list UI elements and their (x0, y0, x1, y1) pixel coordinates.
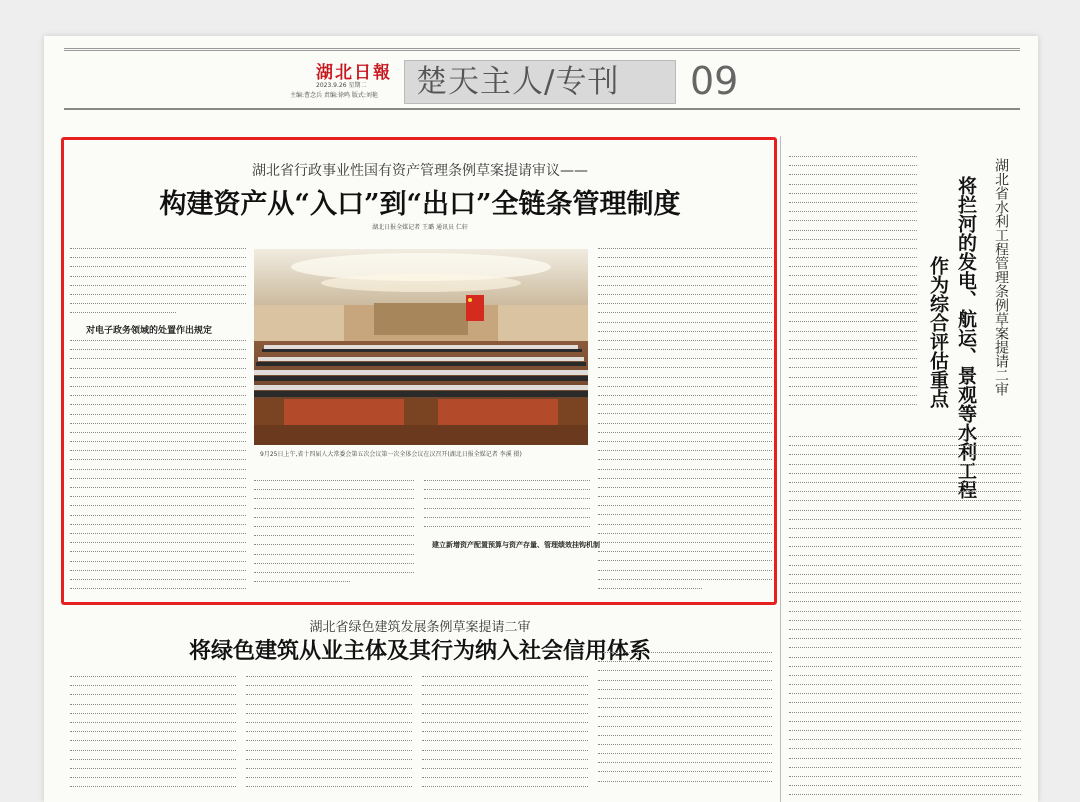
masthead-rule (64, 108, 1020, 110)
article-kicker: 湖北省行政事业性国有资产管理条例草案提请审议—— (252, 163, 588, 179)
article-headline: 构建资产从“入口”到“出口”全链条管理制度 (159, 189, 681, 220)
bottom-article (64, 608, 776, 802)
masthead (44, 36, 1038, 136)
sidebar-kicker: 湖北省水利工程管理条例草案提请二审 (993, 158, 1009, 396)
text-column (70, 676, 236, 795)
photo-caption: 9月25日上午,省十四届人大常委会第五次会议第一次全体会议在汉召开(湖北日报全媒记者 李溪 摄) (260, 451, 522, 458)
text-column (246, 676, 412, 795)
issue-date: 2023.9.26 星期二 (316, 82, 367, 89)
section-title: 楚天主人/专刊 (416, 64, 620, 100)
article-byline: 湖北日报全媒记者 王璐 通讯员 仁轩 (372, 224, 468, 231)
text-column (789, 156, 917, 413)
newspaper-logo: 湖北日報 (316, 63, 392, 83)
bottom-article-headline: 将绿色建筑从业主体及其行为纳入社会信用体系 (188, 638, 651, 664)
top-rule (64, 48, 1020, 51)
text-column (789, 436, 1021, 802)
bottom-article-kicker: 湖北省绿色建筑发展条例草案提请二审 (309, 620, 531, 635)
highlight-frame (61, 137, 777, 605)
sidebar-headline-line-1: 将拦河的发电、航运、景观等水利工程 (955, 176, 977, 499)
article-subhead: 建立新增资产配置预算与资产存量、管理绩效挂钩机制 (432, 541, 600, 549)
page-number: 09 (690, 59, 739, 103)
sidebar-headline-line-2: 作为综合评估重点 (927, 256, 949, 408)
article-subhead: 对电子政务领域的处置作出规定 (86, 326, 213, 336)
text-column (422, 676, 588, 795)
editor-credits: 主编:曹念兵 责编:徐鸣 版式:刘艳 (290, 92, 378, 99)
sidebar-article (780, 136, 1026, 802)
text-column (598, 652, 772, 790)
